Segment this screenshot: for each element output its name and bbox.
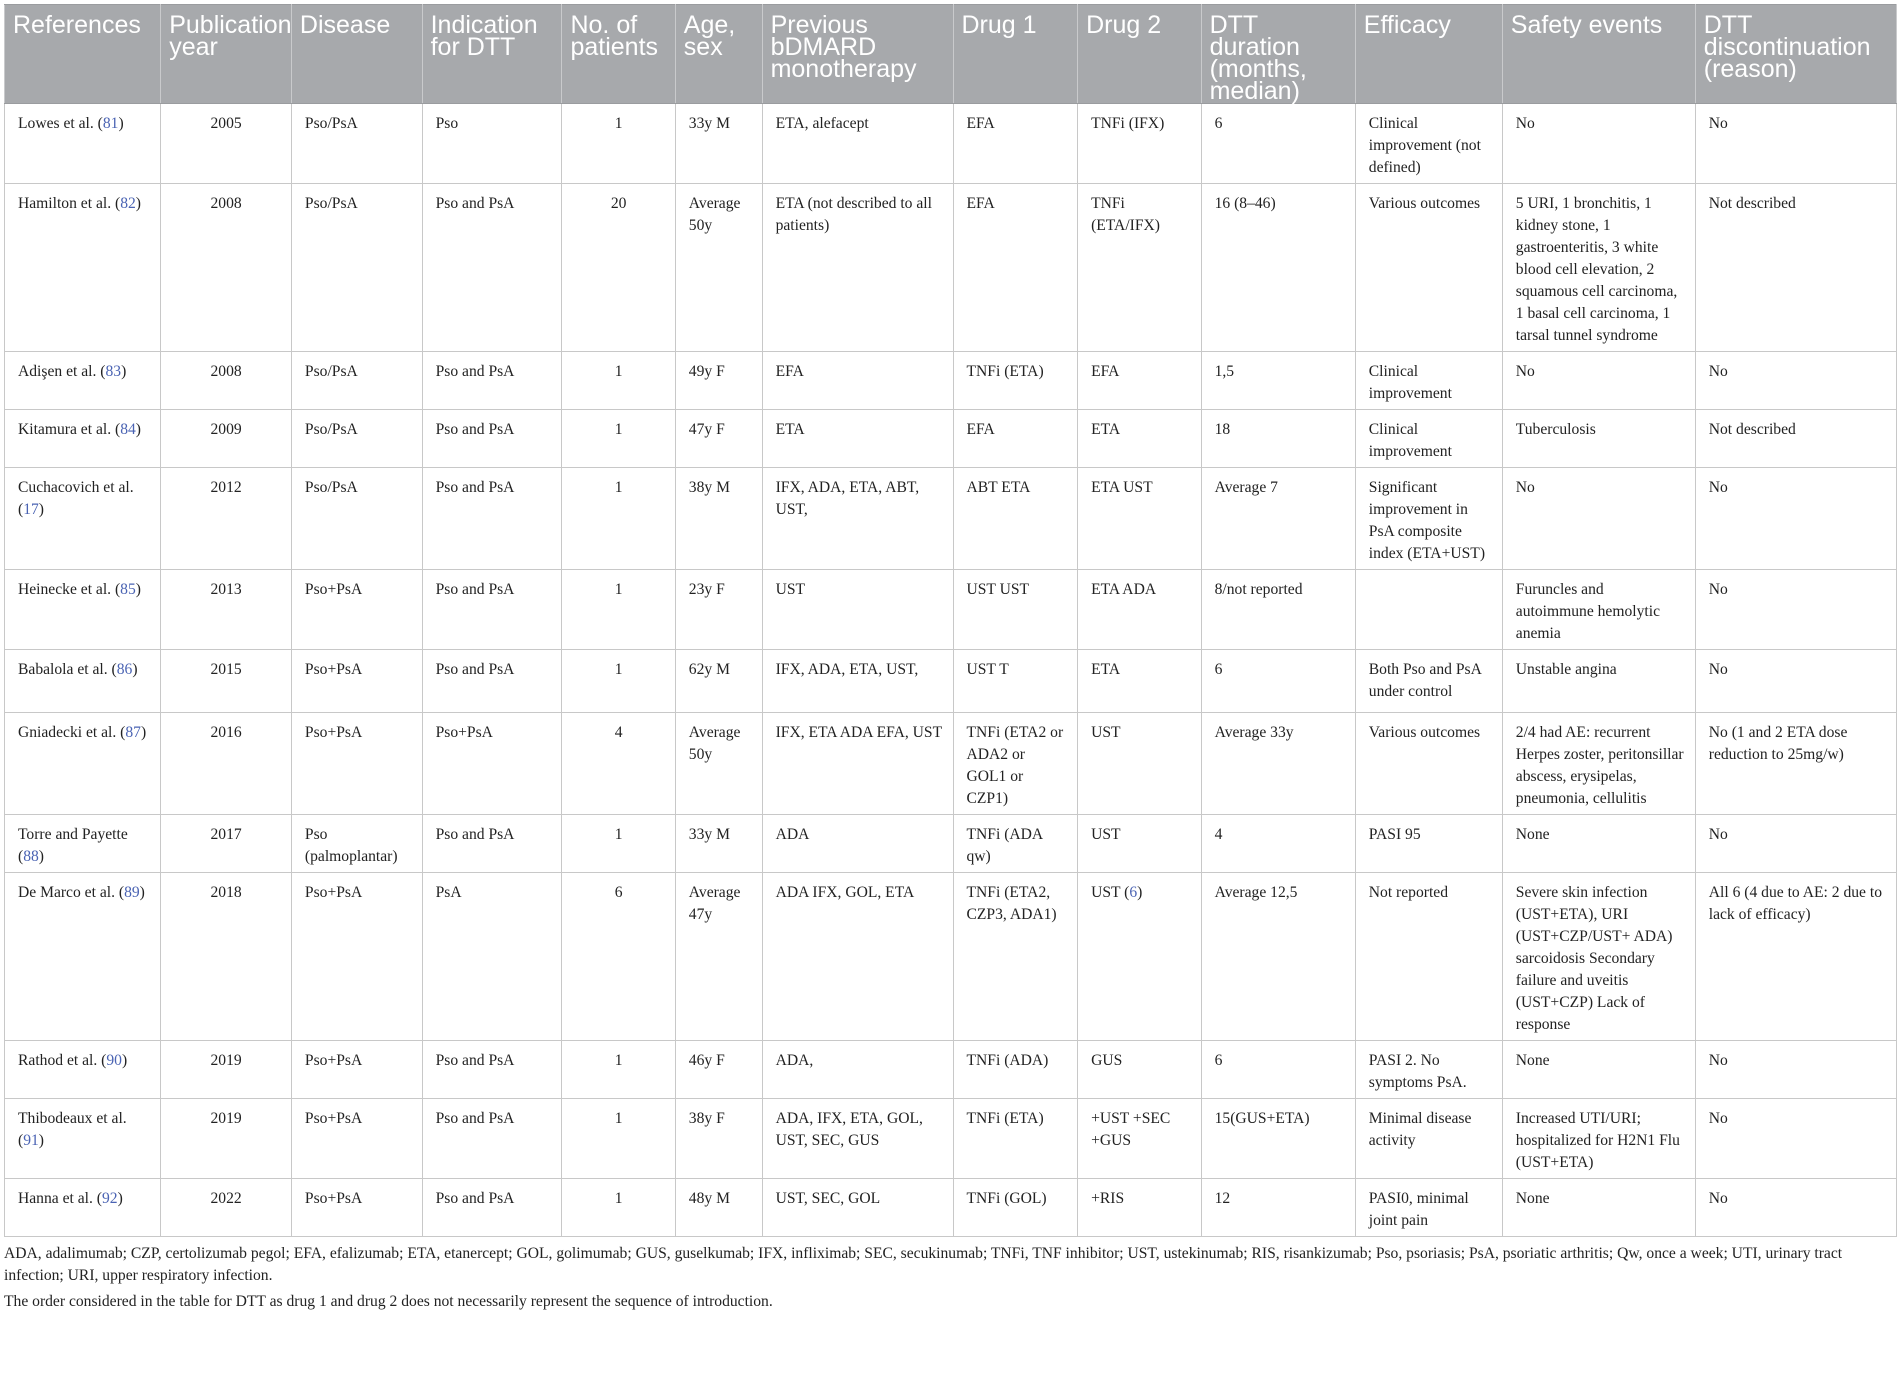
table-container [4, 4, 1897, 1317]
duration-cell: Average 12,5 [1201, 873, 1355, 1041]
table-row [5, 410, 1897, 468]
previous-bdmard-cell: UST, SEC, GOL [762, 1179, 953, 1237]
table-row [5, 570, 1897, 650]
age-sex-cell: 62y M [675, 650, 762, 713]
citation-link[interactable]: 90 [106, 1052, 122, 1069]
header-publication-year: Publication year [161, 5, 292, 104]
drug-2-cell: ETA ADA [1078, 570, 1202, 650]
patients-cell: 1 [562, 815, 675, 873]
reference-cell [5, 873, 161, 1041]
citation-link[interactable]: 87 [125, 724, 141, 741]
table-row [5, 713, 1897, 815]
indication-cell: Pso and PsA [422, 1041, 562, 1099]
indication-cell: Pso and PsA [422, 570, 562, 650]
efficacy-cell: Various outcomes [1355, 713, 1502, 815]
drug-2-cell: GUS [1078, 1041, 1202, 1099]
citation-link[interactable]: 91 [23, 1132, 39, 1149]
duration-cell: 16 (8–46) [1201, 184, 1355, 352]
safety-events-cell: No [1502, 104, 1695, 184]
efficacy-cell: Both Pso and PsA under control [1355, 650, 1502, 713]
header-drug-2: Drug 2 [1078, 5, 1202, 104]
drug-2-cell: +UST +SEC +GUS [1078, 1099, 1202, 1179]
drug-2-cell [1078, 873, 1202, 1041]
disease-cell: Pso+PsA [291, 1179, 422, 1237]
year-cell: 2022 [161, 1179, 292, 1237]
previous-bdmard-cell: IFX, ADA, ETA, UST, [762, 650, 953, 713]
drug-2-cell: UST [1078, 713, 1202, 815]
patients-cell: 1 [562, 650, 675, 713]
indication-cell: Pso and PsA [422, 410, 562, 468]
reference-cell [5, 650, 161, 713]
drug-2-cell: +RIS [1078, 1179, 1202, 1237]
efficacy-cell: PASI 2. No symptoms PsA. [1355, 1041, 1502, 1099]
indication-cell: Pso [422, 104, 562, 184]
patients-cell: 1 [562, 352, 675, 410]
safety-events-cell: None [1502, 1179, 1695, 1237]
indication-cell: PsA [422, 873, 562, 1041]
reference-cell [5, 1041, 161, 1099]
previous-bdmard-cell: ADA [762, 815, 953, 873]
author-text: Heinecke et al. ( [18, 581, 121, 598]
year-cell: 2013 [161, 570, 292, 650]
drug-2-cell: UST [1078, 815, 1202, 873]
author-text: Babalola et al. ( [18, 661, 117, 678]
discontinuation-cell: No [1695, 1041, 1896, 1099]
citation-link[interactable]: 88 [23, 848, 39, 865]
header-drug-1: Drug 1 [953, 5, 1078, 104]
order-note-footnote: The order considered in the table for DTT as drug 1 and drug 2 does not necessarily represent the sequence of introduction. [4, 1293, 773, 1310]
year-cell: 2008 [161, 184, 292, 352]
header-dtt-discontinuation: DTT discontinuation (reason) [1695, 5, 1896, 104]
patients-cell: 1 [562, 468, 675, 570]
citation-link[interactable]: 85 [120, 581, 136, 598]
header-patients: No. of patients [562, 5, 675, 104]
header-safety-events: Safety events [1502, 5, 1695, 104]
table-row [5, 468, 1897, 570]
efficacy-cell: PASI0, minimal joint pain [1355, 1179, 1502, 1237]
citation-link[interactable]: 81 [102, 115, 119, 132]
indication-cell: Pso and PsA [422, 352, 562, 410]
table-row [5, 650, 1897, 713]
duration-cell: Average 33y [1201, 713, 1355, 815]
reference-cell [5, 104, 161, 184]
age-sex-cell: 33y M [675, 104, 762, 184]
discontinuation-cell: No [1695, 468, 1896, 570]
citation-link[interactable]: 83 [105, 363, 122, 380]
disease-cell: Pso/PsA [291, 468, 422, 570]
drug-2-cell: ETA [1078, 410, 1202, 468]
efficacy-cell: Various outcomes [1355, 184, 1502, 352]
discontinuation-cell: No [1695, 1179, 1896, 1237]
discontinuation-cell: All 6 (4 due to AE: 2 due to lack of efficacy) [1695, 873, 1896, 1041]
safety-events-cell: Tuberculosis [1502, 410, 1695, 468]
disease-cell: Pso (palmoplantar) [291, 815, 422, 873]
author-text: De Marco et al. ( [18, 884, 125, 901]
citation-link[interactable]: 17 [23, 501, 39, 518]
safety-events-cell: Increased UTI/URI; hospitalized for H2N1 Flu (UST+ETA) [1502, 1099, 1695, 1179]
safety-events-cell: None [1502, 1041, 1695, 1099]
age-sex-cell: 38y M [675, 468, 762, 570]
year-cell: 2008 [161, 352, 292, 410]
reference-cell [5, 1099, 161, 1179]
safety-events-cell: 2/4 had AE: recurrent Herpes zoster, peritonsillar abscess, erysipelas, pneumonia, cellulitis [1502, 713, 1695, 815]
indication-cell: Pso and PsA [422, 1099, 562, 1179]
age-sex-cell: 38y F [675, 1099, 762, 1179]
efficacy-cell: Clinical improvement [1355, 410, 1502, 468]
duration-cell: 6 [1201, 104, 1355, 184]
safety-events-cell: None [1502, 815, 1695, 873]
citation-link[interactable]: 6 [1129, 884, 1138, 901]
discontinuation-cell: No [1695, 815, 1896, 873]
citation-link[interactable]: 86 [116, 661, 133, 678]
drug-2-text: UST ( [1091, 884, 1130, 901]
disease-cell: Pso+PsA [291, 570, 422, 650]
header-row [5, 5, 1897, 104]
author-text: Torre and Payette ( [18, 826, 128, 865]
disease-cell: Pso+PsA [291, 873, 422, 1041]
citation-close: ) [139, 884, 145, 901]
citation-close: ) [38, 501, 44, 518]
discontinuation-cell: No (1 and 2 ETA dose reduction to 25mg/w) [1695, 713, 1896, 815]
duration-cell: 18 [1201, 410, 1355, 468]
duration-cell: Average 7 [1201, 468, 1355, 570]
drug-1-cell: UST T [953, 650, 1078, 713]
age-sex-cell: Average 47y [675, 873, 762, 1041]
age-sex-cell: 23y F [675, 570, 762, 650]
citation-close: ) [121, 1052, 128, 1069]
author-text: Hamilton et al. ( [18, 195, 121, 212]
duration-cell: 8/not reported [1201, 570, 1355, 650]
discontinuation-cell: No [1695, 352, 1896, 410]
safety-events-cell: No [1502, 468, 1695, 570]
patients-cell: 20 [562, 184, 675, 352]
citation-close: ) [117, 1190, 123, 1207]
abbreviations-footnote: ADA, adalimumab; CZP, certolizumab pegol; EFA, efalizumab; ETA, etanercept; GOL, golimumab; GUS, guselkumab; IFX, infliximab; SEC, secukinumab; TNFi, TNF inhibitor; UST, ustekinumab; RIS, risankizumab; Pso, psoriasis; PsA, psoriatic arthritis; Qw, once a week; UTI, urinary tract infection; URI, upper respiratory infection. [4, 1245, 1843, 1284]
patients-cell: 1 [562, 1041, 675, 1099]
author-text: Kitamura et al. ( [18, 421, 121, 438]
previous-bdmard-cell: ADA, [762, 1041, 953, 1099]
reference-cell [5, 713, 161, 815]
year-cell: 2019 [161, 1099, 292, 1179]
author-text: Lowes et al. ( [18, 115, 103, 132]
indication-cell: Pso and PsA [422, 815, 562, 873]
drug-1-cell: ABT ETA [953, 468, 1078, 570]
drug-1-cell: EFA [953, 104, 1078, 184]
header-disease: Disease [291, 5, 422, 104]
table-row [5, 1179, 1897, 1237]
drug-2-cell: EFA [1078, 352, 1202, 410]
table-row [5, 1099, 1897, 1179]
discontinuation-cell: Not described [1695, 410, 1896, 468]
disease-cell: Pso+PsA [291, 1099, 422, 1179]
duration-cell: 1,5 [1201, 352, 1355, 410]
citation-close: ) [135, 195, 141, 212]
previous-bdmard-cell: ETA, alefacept [762, 104, 953, 184]
discontinuation-cell: No [1695, 570, 1896, 650]
citation-close: ) [135, 421, 141, 438]
previous-bdmard-cell: ADA IFX, GOL, ETA [762, 873, 953, 1041]
disease-cell: Pso+PsA [291, 713, 422, 815]
age-sex-cell: 47y F [675, 410, 762, 468]
indication-cell: Pso and PsA [422, 1179, 562, 1237]
drug-1-cell: TNFi (GOL) [953, 1179, 1078, 1237]
author-text: Rathod et al. ( [18, 1052, 107, 1069]
year-cell: 2018 [161, 873, 292, 1041]
dtt-studies-table [4, 4, 1897, 1237]
duration-cell: 15(GUS+ETA) [1201, 1099, 1355, 1179]
table-row [5, 104, 1897, 184]
reference-cell [5, 815, 161, 873]
table-row [5, 184, 1897, 352]
table-row [5, 815, 1897, 873]
age-sex-cell: Average 50y [675, 184, 762, 352]
citation-link[interactable]: 92 [102, 1190, 118, 1207]
previous-bdmard-cell: IFX, ADA, ETA, ABT, UST, [762, 468, 953, 570]
safety-events-cell: Furuncles and autoimmune hemolytic anemia [1502, 570, 1695, 650]
citation-close: ) [121, 363, 127, 380]
duration-cell: 12 [1201, 1179, 1355, 1237]
year-cell: 2009 [161, 410, 292, 468]
header-age-sex: Age, sex [675, 5, 762, 104]
discontinuation-cell: No [1695, 1099, 1896, 1179]
year-cell: 2012 [161, 468, 292, 570]
drug-2-cell: ETA [1078, 650, 1202, 713]
reference-cell [5, 468, 161, 570]
previous-bdmard-cell: UST [762, 570, 953, 650]
header-indication: Indication for DTT [422, 5, 562, 104]
citation-link[interactable]: 84 [120, 421, 136, 438]
table-body [5, 104, 1897, 1237]
disease-cell: Pso/PsA [291, 184, 422, 352]
discontinuation-cell: Not described [1695, 184, 1896, 352]
citation-close: ) [38, 1132, 44, 1149]
age-sex-cell: 33y M [675, 815, 762, 873]
table-row [5, 873, 1897, 1041]
year-cell: 2005 [161, 104, 292, 184]
indication-cell: Pso and PsA [422, 650, 562, 713]
efficacy-cell: Clinical improvement (not defined) [1355, 104, 1502, 184]
previous-bdmard-cell: ADA, IFX, ETA, GOL, UST, SEC, GUS [762, 1099, 953, 1179]
drug-1-cell: TNFi (ETA) [953, 352, 1078, 410]
drug-1-cell: TNFi (ETA2 or ADA2 or GOL1 or CZP1) [953, 713, 1078, 815]
disease-cell: Pso/PsA [291, 352, 422, 410]
safety-events-cell: 5 URI, 1 bronchitis, 1 kidney stone, 1 gastroenteritis, 3 white blood cell elevation, 2 squamous cell carcinoma, 1 basal cell carcinoma, 1 tarsal tunnel syndrome [1502, 184, 1695, 352]
author-text: Hanna et al. ( [18, 1190, 102, 1207]
header-efficacy: Efficacy [1355, 5, 1502, 104]
drug-1-cell: TNFi (ADA) [953, 1041, 1078, 1099]
table-row [5, 352, 1897, 410]
safety-events-cell: No [1502, 352, 1695, 410]
year-cell: 2016 [161, 713, 292, 815]
patients-cell: 4 [562, 713, 675, 815]
patients-cell: 6 [562, 873, 675, 1041]
age-sex-cell: 49y F [675, 352, 762, 410]
discontinuation-cell: No [1695, 104, 1896, 184]
citation-close: ) [118, 115, 124, 132]
drug-1-cell: TNFi (ETA2, CZP3, ADA1) [953, 873, 1078, 1041]
discontinuation-cell: No [1695, 650, 1896, 713]
drug-1-cell: TNFi (ADA qw) [953, 815, 1078, 873]
reference-cell [5, 352, 161, 410]
efficacy-cell [1355, 570, 1502, 650]
age-sex-cell: 46y F [675, 1041, 762, 1099]
duration-cell: 4 [1201, 815, 1355, 873]
previous-bdmard-cell: ETA [762, 410, 953, 468]
citation-close: ) [38, 848, 44, 865]
efficacy-cell: Minimal disease activity [1355, 1099, 1502, 1179]
header-dtt-duration: DTT duration (months, median) [1201, 5, 1355, 104]
duration-cell: 6 [1201, 650, 1355, 713]
table-row [5, 1041, 1897, 1099]
author-text: Adişen et al. ( [18, 363, 106, 380]
efficacy-cell: Clinical improvement [1355, 352, 1502, 410]
disease-cell: Pso+PsA [291, 1041, 422, 1099]
previous-bdmard-cell: ETA (not described to all patients) [762, 184, 953, 352]
disease-cell: Pso/PsA [291, 104, 422, 184]
author-text: Thibodeaux et al. ( [18, 1110, 127, 1149]
patients-cell: 1 [562, 104, 675, 184]
header-references: References [5, 5, 161, 104]
patients-cell: 1 [562, 1179, 675, 1237]
indication-cell: Pso and PsA [422, 468, 562, 570]
drug-1-cell: EFA [953, 184, 1078, 352]
year-cell: 2015 [161, 650, 292, 713]
age-sex-cell: Average 50y [675, 713, 762, 815]
drug-1-cell: EFA [953, 410, 1078, 468]
year-cell: 2017 [161, 815, 292, 873]
reference-cell [5, 1179, 161, 1237]
disease-cell: Pso/PsA [291, 410, 422, 468]
efficacy-cell: Significant improvement in PsA composite index (ETA+UST) [1355, 468, 1502, 570]
safety-events-cell: Unstable angina [1502, 650, 1695, 713]
reference-cell [5, 410, 161, 468]
drug-2-cell: TNFi (ETA/IFX) [1078, 184, 1202, 352]
drug-1-cell: TNFi (ETA) [953, 1099, 1078, 1179]
citation-close: ) [140, 724, 147, 741]
indication-cell: Pso and PsA [422, 184, 562, 352]
reference-cell [5, 184, 161, 352]
reference-cell [5, 570, 161, 650]
year-cell: 2019 [161, 1041, 292, 1099]
duration-cell: 6 [1201, 1041, 1355, 1099]
drug-2-cell: ETA UST [1078, 468, 1202, 570]
drug-2-text: ) [1137, 884, 1143, 901]
patients-cell: 1 [562, 570, 675, 650]
patients-cell: 1 [562, 1099, 675, 1179]
drug-2-cell: TNFi (IFX) [1078, 104, 1202, 184]
safety-events-cell: Severe skin infection (UST+ETA), URI (UST+CZP/UST+ ADA) sarcoidosis Secondary failure and uveitis (UST+CZP) Lack of response [1502, 873, 1695, 1041]
indication-cell: Pso+PsA [422, 713, 562, 815]
age-sex-cell: 48y M [675, 1179, 762, 1237]
author-text: Gniadecki et al. ( [18, 724, 126, 741]
disease-cell: Pso+PsA [291, 650, 422, 713]
citation-close: ) [132, 661, 138, 678]
patients-cell: 1 [562, 410, 675, 468]
header-previous-bdmard: Previous bDMARD monotherapy [762, 5, 953, 104]
citation-link[interactable]: 89 [124, 884, 140, 901]
efficacy-cell: PASI 95 [1355, 815, 1502, 873]
table-header [5, 5, 1897, 104]
previous-bdmard-cell: EFA [762, 352, 953, 410]
previous-bdmard-cell: IFX, ETA ADA EFA, UST [762, 713, 953, 815]
citation-close: ) [135, 581, 141, 598]
table-footnotes [4, 1243, 1897, 1313]
drug-1-cell: UST UST [953, 570, 1078, 650]
citation-link[interactable]: 82 [120, 195, 136, 212]
author-text: Cuchacovich et al. ( [18, 479, 134, 518]
efficacy-cell: Not reported [1355, 873, 1502, 1041]
